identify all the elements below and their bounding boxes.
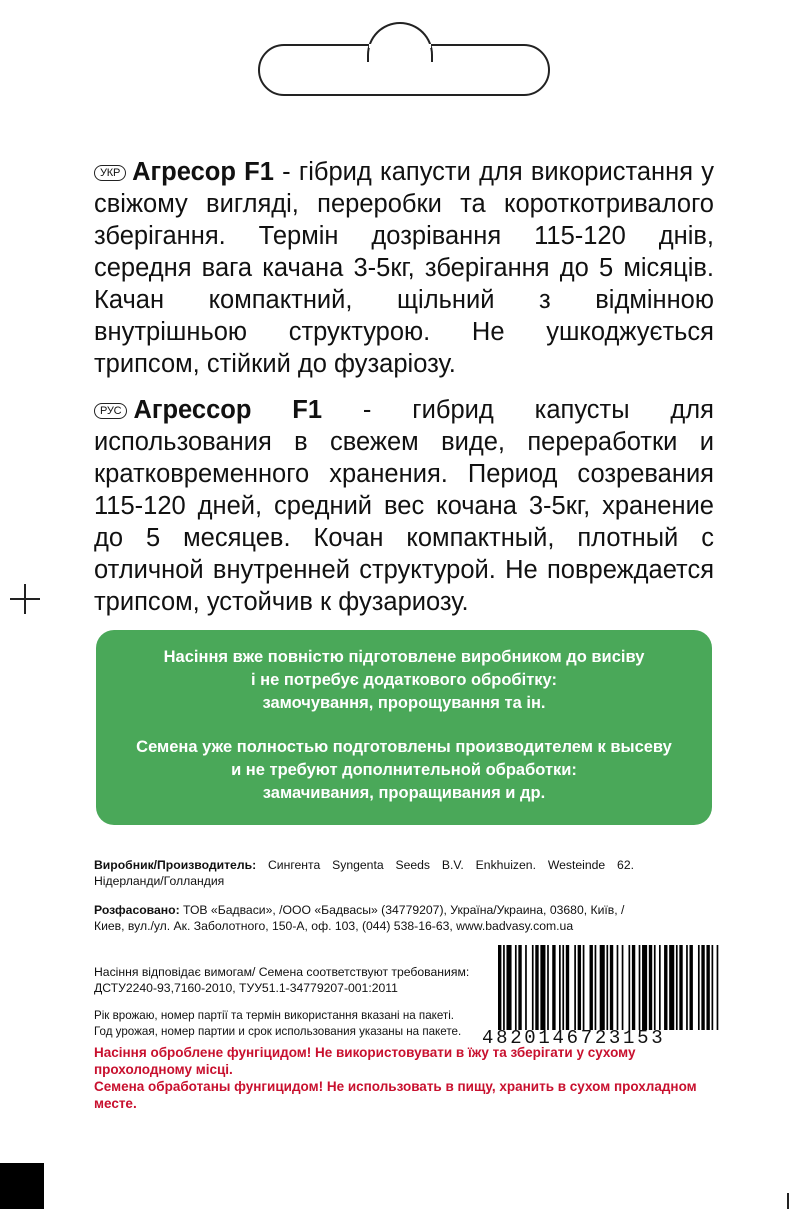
barcode-bar bbox=[706, 945, 709, 1030]
hang-hole-join bbox=[369, 44, 431, 48]
barcode-bar bbox=[583, 945, 585, 1030]
barcode-bars bbox=[498, 945, 720, 1030]
barcode-bar bbox=[566, 945, 569, 1030]
harvest-line-ukr: Рік врожаю, номер партії та термін використання вказані на пакеті. bbox=[94, 1009, 455, 1022]
barcode-bar bbox=[506, 945, 511, 1030]
barcode-bar bbox=[600, 945, 605, 1030]
description-text-rus: - гибрид капусты для использования в свежем виде, переработки и кратковременного хранения. Период созревания 115-120 дней, средний вес кочана 3-5кг, хранение до 5 месяцев. Кочан компактный, плотный с отличной внутренней структурой. Не повреждается трипсом, устойчив к фузариозу. bbox=[94, 396, 714, 616]
seed-notice-rus-line: замачивания, проращивания и др. bbox=[262, 784, 546, 802]
barcode-bar bbox=[642, 945, 647, 1030]
standards-codes: ДСТУ2240-93,7160-2010, ТУУ51.1-34779207-001:2011 bbox=[94, 981, 398, 995]
barcode-bar bbox=[590, 945, 593, 1030]
packer-text: ТОВ «Бадваси», /ООО «Бадвасы» (34779207), Україна/Украина, 03680, Київ, /Киев, вул./ул. Ак. Заболотного, 150-А, оф. 103, (044) 538-16-63, www.badvasy.com.ua bbox=[94, 903, 625, 933]
seed-notice-ukr-line: замочування, пророщування та ін. bbox=[262, 694, 546, 712]
barcode-bar bbox=[574, 945, 576, 1030]
barcode-bar bbox=[562, 945, 564, 1030]
seed-notice-rus-line: Семена уже полностью подготовлены производителем к высеву bbox=[136, 738, 672, 756]
barcode-bar bbox=[498, 945, 501, 1030]
manufacturer-info bbox=[94, 857, 634, 889]
barcode-bar bbox=[664, 945, 667, 1030]
fungicide-warning-rus: Семена обработаны фунгицидом! Не использовать в пищу, хранить в сухом прохладном месте. bbox=[94, 1079, 697, 1111]
barcode-bar bbox=[689, 945, 692, 1030]
seed-notice-rus-line: и не требуют дополнительной обработки: bbox=[231, 761, 577, 779]
manufacturer-label: Виробник/Производитель: bbox=[94, 858, 257, 872]
seed-notice-ukr bbox=[96, 646, 712, 715]
lang-badge-rus: РУС bbox=[94, 403, 127, 419]
registration-block bbox=[0, 1163, 44, 1209]
seed-notice-ukr-line: і не потребує додаткового обробітку: bbox=[251, 671, 557, 689]
barcode-bar bbox=[639, 945, 641, 1030]
seed-notice-rus bbox=[96, 736, 712, 805]
fungicide-warning-ukr: Насіння оброблене фунгіцидом! Не використовувати в їжу та зберігати у сухому прохолодному місці. bbox=[94, 1045, 636, 1077]
hang-hole-bump bbox=[367, 22, 433, 62]
barcode-bar bbox=[552, 945, 555, 1030]
barcode-bar bbox=[669, 945, 674, 1030]
barcode-bar bbox=[532, 945, 534, 1030]
standards-line: Насіння відповідає вимогам/ Семена соответствуют требованиям: bbox=[94, 965, 470, 979]
barcode-bar bbox=[628, 945, 630, 1030]
standards-info bbox=[94, 964, 474, 996]
harvest-line-rus: Год урожая, номер партии и срок использования указаны на пакете. bbox=[94, 1025, 462, 1038]
packer-info bbox=[94, 902, 634, 934]
crop-mark-corner bbox=[787, 1193, 789, 1209]
lang-badge-ukr: УКР bbox=[94, 165, 126, 181]
barcode-bar bbox=[610, 945, 613, 1030]
crop-mark-vertical bbox=[24, 584, 26, 614]
barcode-bar bbox=[515, 945, 517, 1030]
barcode-bar bbox=[654, 945, 656, 1030]
seed-notice-ukr-line: Насіння вже повністю підготовлене виробником до висіву bbox=[163, 648, 645, 666]
barcode-bar bbox=[717, 945, 719, 1030]
barcode-bar bbox=[559, 945, 561, 1030]
product-name-rus: Агрессор F1 bbox=[133, 396, 323, 424]
description-text-ukr: - гібрид капусти для використання у свіжому вигляді, переробки та короткотривалого зберігання. Термін дозрівання 115-120 днів, середня вага качана 3-5кг, зберігання до 5 місяців. Качан компактний, щільний з відмінною внутрішньою структурою. Не ушкоджується трипсом, стійкий до фузаріозу. bbox=[94, 158, 714, 378]
barcode-bar bbox=[578, 945, 581, 1030]
description-rus bbox=[94, 394, 714, 618]
barcode-bar bbox=[622, 945, 624, 1030]
barcode-bar bbox=[649, 945, 652, 1030]
barcode-bar bbox=[698, 945, 700, 1030]
barcode-bar bbox=[595, 945, 597, 1030]
barcode-bar bbox=[679, 945, 682, 1030]
barcode-bar bbox=[712, 945, 714, 1030]
product-name-ukr: Агресор F1 bbox=[132, 158, 274, 186]
barcode-bar bbox=[701, 945, 704, 1030]
barcode-bar bbox=[503, 945, 505, 1030]
barcode-bar bbox=[525, 945, 527, 1030]
description-ukr bbox=[94, 156, 714, 380]
barcode-bar bbox=[659, 945, 661, 1030]
fungicide-warning bbox=[94, 1044, 724, 1112]
barcode-bar bbox=[606, 945, 608, 1030]
barcode-bar bbox=[676, 945, 678, 1030]
barcode-bar bbox=[686, 945, 688, 1030]
barcode-bar bbox=[617, 945, 619, 1030]
harvest-info bbox=[94, 1008, 474, 1040]
barcode-bar bbox=[540, 945, 545, 1030]
barcode-bar bbox=[547, 945, 549, 1030]
barcode-bar bbox=[518, 945, 521, 1030]
packer-label: Розфасовано: bbox=[94, 903, 180, 917]
barcode-number: 4820146723153 bbox=[482, 1027, 666, 1049]
seed-notice-box bbox=[96, 630, 712, 825]
barcode-bar bbox=[632, 945, 635, 1030]
barcode-bar bbox=[535, 945, 538, 1030]
manufacturer-text: Сингента Syngenta Seeds B.V. Enkhuizen. Westeinde 62. Нідерланди/Голландия bbox=[94, 858, 634, 888]
